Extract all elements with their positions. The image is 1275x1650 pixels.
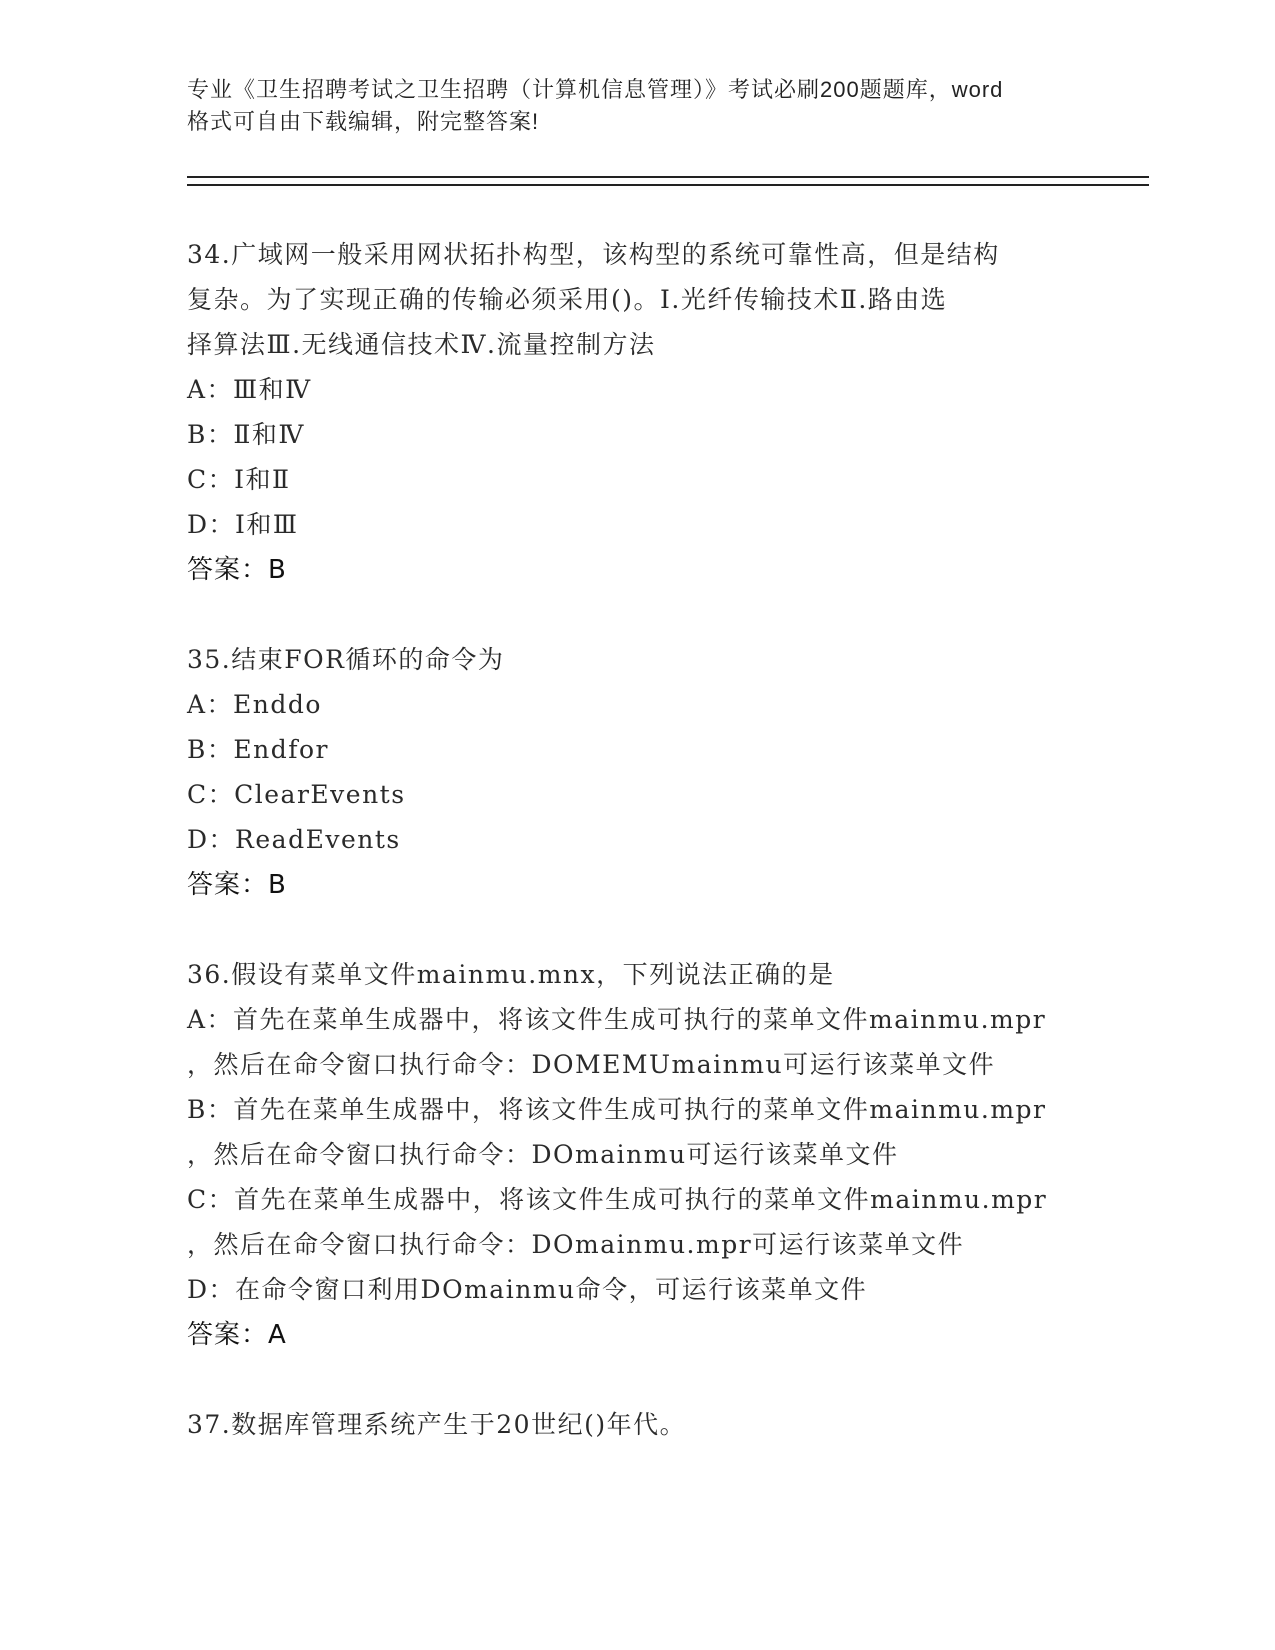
answer-option-line: D：ReadEvents	[187, 825, 401, 854]
answer-key: 答案：A	[187, 1320, 287, 1350]
answer-option-line: C：Ⅰ和Ⅱ	[187, 465, 291, 494]
question-list	[187, 232, 1147, 1491]
answer-key: 答案：B	[187, 555, 287, 585]
answer-option-line: ，然后在命令窗口执行命令：DOmainmu可运行该菜单文件	[187, 1140, 899, 1169]
answer-option-line: ，然后在命令窗口执行命令：DOMEMUmainmu可运行该菜单文件	[187, 1050, 996, 1079]
answer-option-line: ，然后在命令窗口执行命令：DOmainmu.mpr可运行该菜单文件	[187, 1230, 965, 1259]
header-line-1: 专业《卫生招聘考试之卫生招聘（计算机信息管理）》考试必刷200题题库，word	[187, 77, 1004, 102]
question-stem-line: 34.广域网一般采用网状拓扑构型，该构型的系统可靠性高，但是结构	[187, 240, 1000, 269]
question-item	[187, 952, 1147, 1358]
answer-option-line: B：首先在菜单生成器中，将该文件生成可执行的菜单文件mainmu.mpr	[187, 1095, 1047, 1124]
question-item	[187, 1402, 1147, 1447]
answer-option-line: D：Ⅰ和Ⅲ	[187, 510, 299, 539]
answer-option-line: A：Enddo	[187, 690, 322, 719]
question-stem-line: 择算法Ⅲ.无线通信技术Ⅳ.流量控制方法	[187, 330, 656, 359]
document-header	[187, 74, 1087, 138]
answer-option-line: B：Ⅱ和Ⅳ	[187, 420, 305, 449]
answer-option-line: A：Ⅲ和Ⅳ	[187, 375, 312, 404]
answer-option-line: C：首先在菜单生成器中，将该文件生成可执行的菜单文件mainmu.mpr	[187, 1185, 1048, 1214]
question-stem-line: 36.假设有菜单文件mainmu.mnx，下列说法正确的是	[187, 960, 835, 989]
answer-option-line: C：ClearEvents	[187, 780, 406, 809]
answer-option-line: D：在命令窗口利用DOmainmu命令，可运行该菜单文件	[187, 1275, 868, 1304]
answer-option-line: B：Endfor	[187, 735, 329, 764]
header-line-2: 格式可自由下载编辑，附完整答案!	[187, 109, 540, 134]
answer-key: 答案：B	[187, 870, 287, 900]
answer-option-line: A：首先在菜单生成器中，将该文件生成可执行的菜单文件mainmu.mpr	[187, 1005, 1047, 1034]
question-stem-line: 37.数据库管理系统产生于20世纪()年代。	[187, 1410, 687, 1439]
question-item	[187, 232, 1147, 593]
header-double-rule	[187, 176, 1149, 186]
question-stem-line: 复杂。为了实现正确的传输必须采用()。Ⅰ.光纤传输技术Ⅱ.路由选	[187, 285, 948, 314]
question-item	[187, 637, 1147, 908]
question-stem-line: 35.结束FOR循环的命令为	[187, 645, 505, 674]
